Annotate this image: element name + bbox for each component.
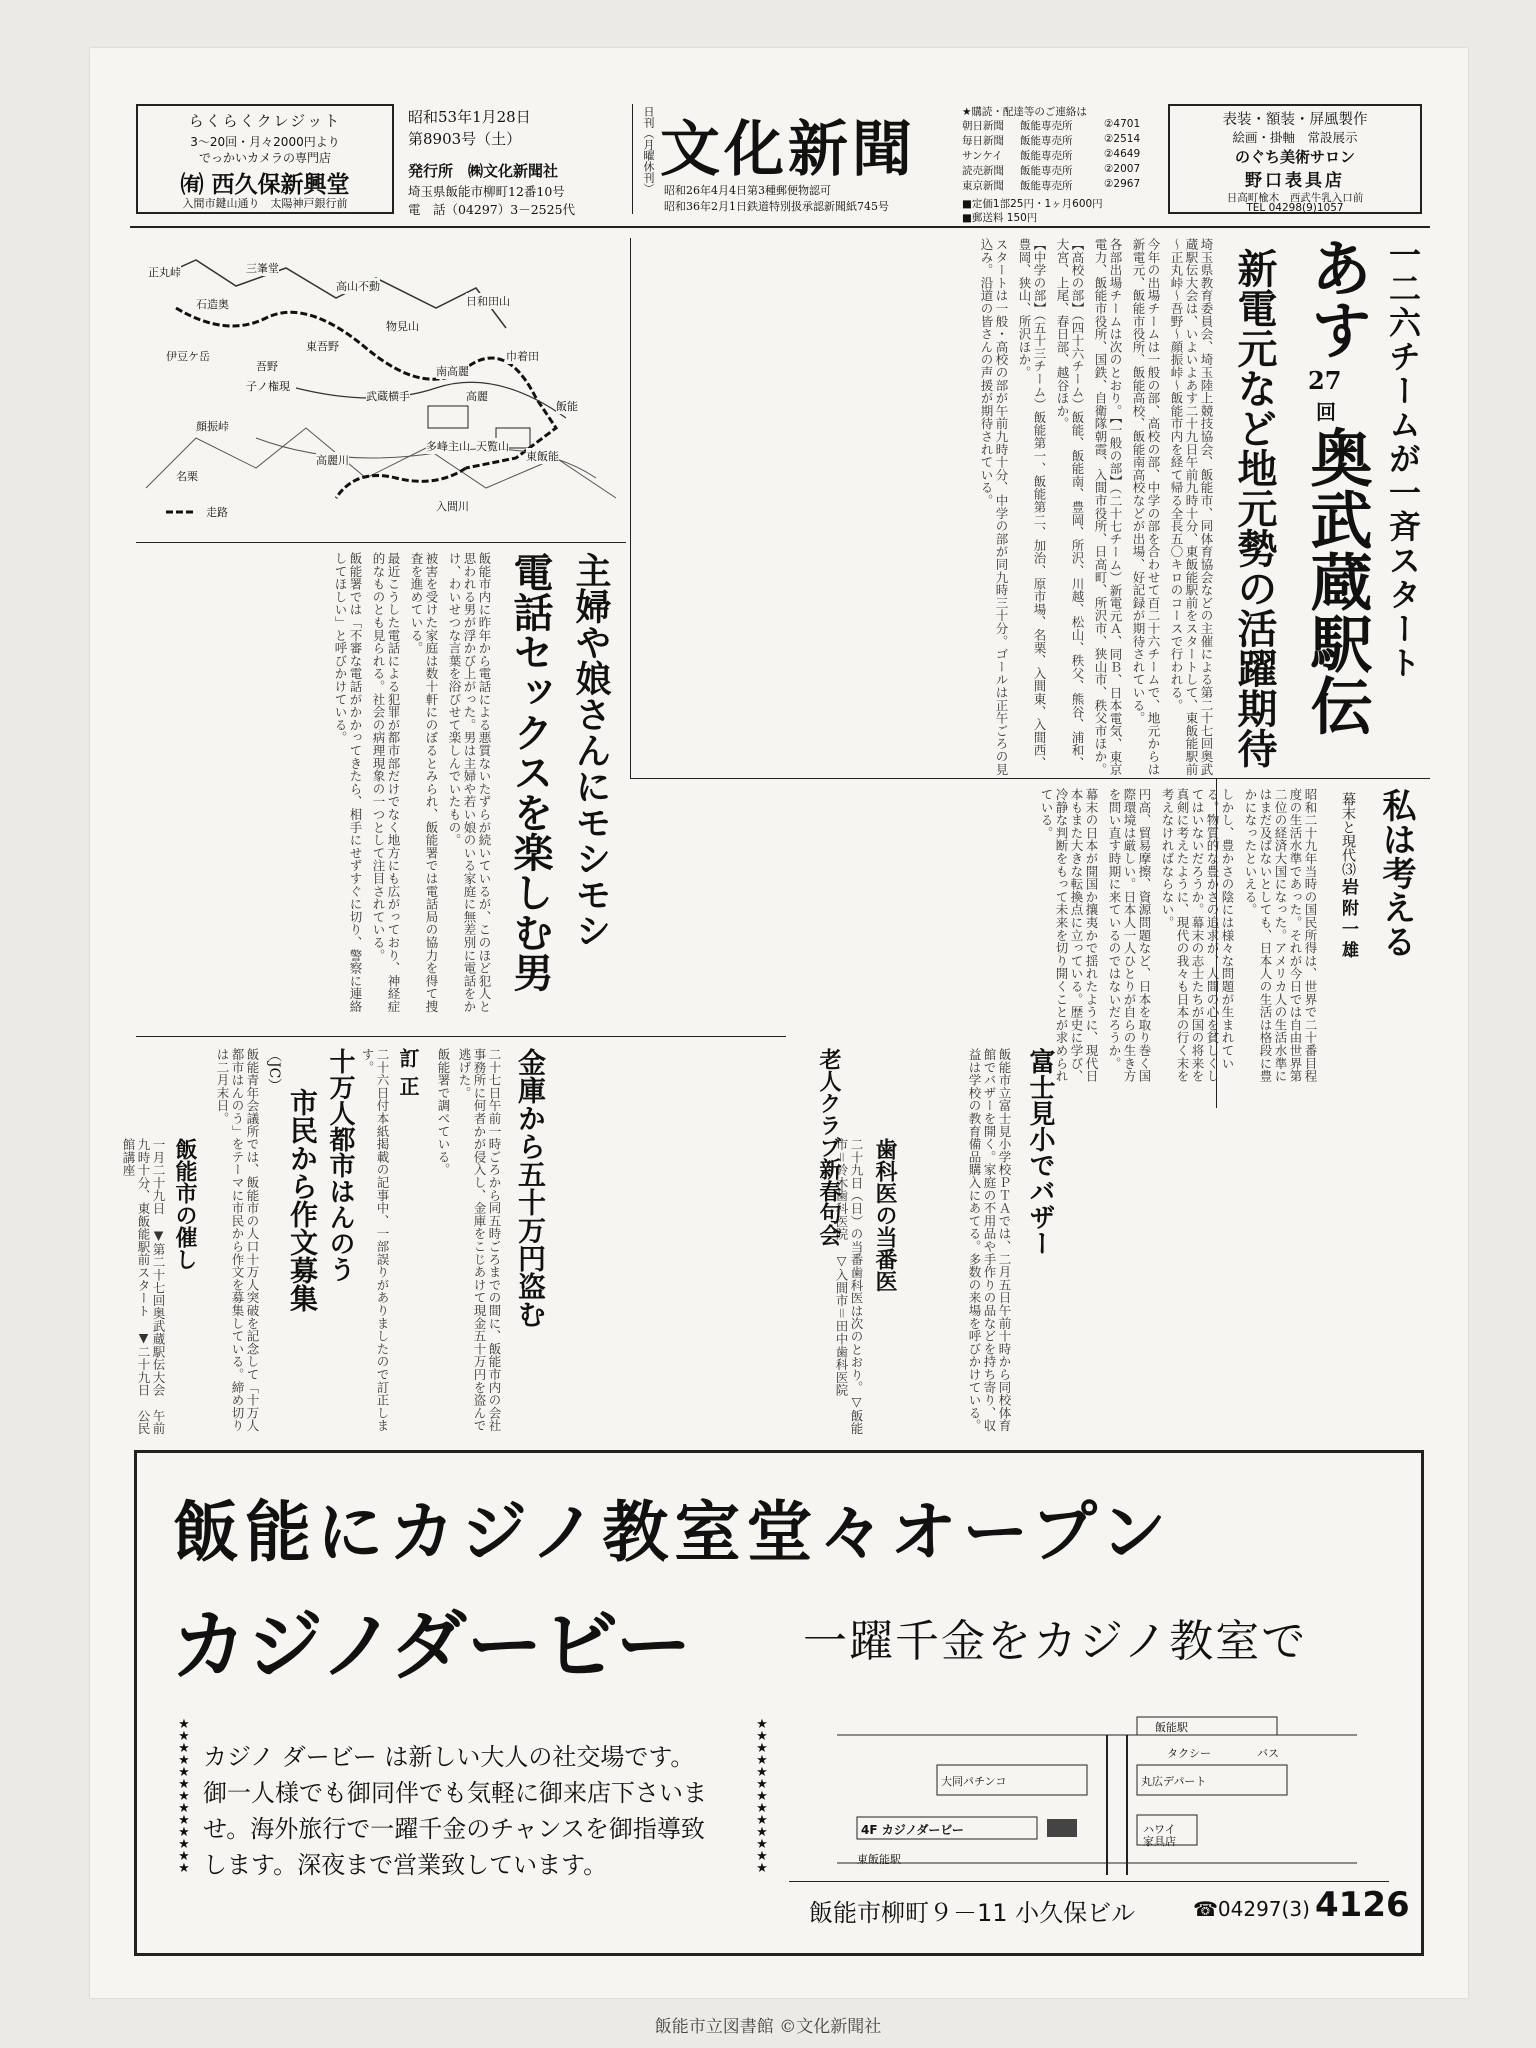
map-label: 南高麗 — [436, 365, 469, 378]
mounting-ad-tel: TEL 04298(9)1057 — [1246, 202, 1344, 214]
phone-body-p1: 飯能市内に昨年から電話による悪質ないたずらが続いているが、このほど犯人と思われる男が浮かび上がった。男は主婦や若い娘のいる家庭に無差別に電話をかけ、わいせつな言葉を浴びせて楽しんでいたもの。 — [447, 552, 492, 1013]
credit-ad-line3: でっかいカメラの専門店 — [198, 151, 331, 165]
dealer-postage: ■郵送料 150円 — [962, 212, 1038, 224]
dealer-shop: 飯能専売所 — [1020, 180, 1073, 192]
ekiden-body-p4: 【高校の部】（四十六チーム）飯能、飯能南、豊岡、所沢、川越、松山、秩父、熊谷、浦和、大宮、上尾、春日部、越谷ほか。 — [1055, 238, 1085, 770]
mounting-ad-line3: のぐち美術サロン — [1234, 148, 1355, 166]
ekiden-body — [636, 238, 1214, 778]
ekiden-body-p5: 【中学の部】（五十三チーム）飯能第一、飯能第二、加治、原市場、名栗、入間東、入間西、豊岡、狭山、所沢ほか。 — [1017, 238, 1047, 770]
casino-ad-body-line2: 御一人様でも御同伴でも気軽に御来店下さいま — [203, 1779, 707, 1807]
dealer-paper: サンケイ — [962, 150, 1003, 162]
map-label: 高麗 — [466, 390, 488, 403]
essay-body — [790, 788, 1318, 1090]
daily-note: 日刊（月曜休刊） — [642, 106, 655, 194]
essay-author: 岩附一雄 — [1338, 878, 1358, 962]
essay-contest-headline-1: 市民から作文募集 — [286, 1088, 319, 1312]
issue-date: 昭和53年1月28日 — [408, 108, 531, 126]
newspaper-title: 文化新聞 — [660, 115, 916, 185]
elder-haiku-headline: 老人クラブ新春句会 — [816, 1048, 842, 1246]
credit-ad-shop: ㈲ 西久保新興堂 — [180, 172, 350, 198]
fuji-bazaar-body: 飯能市立富士見小学校ＰＴＡでは、二月五日午前十時から同校体育館でバザーを開く。家庭の不用品や手作りの品などを持ち寄り、収益は学校の教育備品購入にあてる。多数の来場を呼びかけている。 — [967, 1048, 1012, 1432]
phone-body-p4: 飯能署では「不審な電話がかかってきたら、相手にせずすぐに切り、警察に連絡してほしい」と呼びかけている。 — [333, 552, 363, 1013]
essay-body-p4: 幕末の日本が開国か攘夷かで揺れたように、現代日本もまた大きな転換点に立っている。歴史に学び、冷静な判断をもって未来を切り開くことが求められている。 — [1039, 788, 1099, 1083]
map-label: 三峯堂 — [246, 262, 279, 275]
ekiden-kicker: 一二六チームが一斉スタート — [1384, 238, 1422, 680]
credit-ad-line1: らくらくクレジット — [188, 112, 342, 130]
casino-map-label: タクシー — [1167, 1747, 1211, 1760]
essay-contest-body: 飯能青年会議所では、飯能市の人口十万人突破を記念して「十万人都市はんのう」をテーマに市民から作文を募集している。締め切りは二月末日。 — [215, 1048, 260, 1432]
dealer-tel: ②4649 — [1104, 148, 1141, 160]
casino-map-label: 4F カジノダービー — [861, 1823, 964, 1837]
casino-map-label: バス — [1257, 1747, 1279, 1760]
map-label: 子ノ権現 — [246, 380, 290, 393]
fuji-bazaar-headline: 富士見小でバザー — [1025, 1048, 1055, 1256]
essay-body-p2: しかし、豊かさの陰には様々な問題が生まれている。物質的な豊かさの追求が、人間の心を貧しくしてはいないだろうか。幕末の志士たちが国の将来を真剣に考えたように、現代の我々も日本の行く末を考えなければならない。 — [1160, 788, 1235, 1083]
essay-sub: 幕末と現代⑶ — [1340, 792, 1356, 876]
casino-map-label: 家具店 — [1143, 1835, 1176, 1848]
casino-ad-body-line3: せ。海外旅行で一躍千金のチャンスを御指導致 — [203, 1815, 705, 1843]
dealer-shop: 飯能専売所 — [1020, 120, 1073, 132]
dealer-paper: 毎日新聞 — [962, 135, 1004, 147]
dealer-paper: 東京新聞 — [962, 180, 1004, 192]
casino-map-label: 大同パチンコ — [941, 1775, 1007, 1788]
mounting-ad-box — [1168, 104, 1422, 214]
casino-ad-body-line1: カジノ ダービー は新しい大人の社交場です。 — [203, 1743, 695, 1771]
map-label: 顔振峠 — [196, 420, 229, 433]
phone-headline-2: 電話セックスを楽しむ男 — [507, 552, 554, 992]
ekiden-map-divider — [630, 238, 631, 778]
ekiden-subhead: 新電元など地元勢の活躍期待 — [1231, 248, 1278, 768]
publisher: 発行所 ㈱文化新聞社 — [408, 162, 559, 180]
casino-ad-address: 飯能市柳町９－11 小久保ビル — [809, 1899, 1136, 1927]
correction-body: 二十六日付本紙掲載の記事中、一部誤りがありましたので訂正します。 — [360, 1048, 390, 1432]
map-label: 伊豆ケ岳 — [166, 350, 210, 363]
mounting-ad-line2: 絵画・掛軸 常設展示 — [1232, 130, 1358, 145]
phone-body-p2: 被害を受けた家庭は数十軒にのぼるとみられ、飯能署では電話局の協力を得て捜査を進めている。 — [409, 552, 439, 1013]
map-label: 石造奥 — [196, 298, 229, 311]
casino-ad-tel-prefix: ☎04297(3) — [1193, 1897, 1310, 1921]
mid-rule — [630, 778, 1430, 779]
map-label: 正丸峠 — [148, 266, 181, 279]
phone-headline-1: 主婦や娘さんにモシモシ — [570, 552, 612, 948]
masthead-rule — [130, 226, 1430, 228]
ekiden-headline-num: 27 — [1308, 366, 1342, 395]
credit-ad-line2: 3〜20回・月々2000円より — [190, 135, 340, 149]
dealer-tel: ②2514 — [1104, 133, 1141, 145]
dealer-paper: 読売新聞 — [962, 165, 1004, 177]
phone-story-top-rule — [136, 542, 626, 543]
publisher-phone: 電 話（04297）3－2525代 — [408, 202, 576, 217]
newspaper-page — [90, 48, 1468, 1998]
map-label: 走路 — [206, 506, 228, 519]
ekiden-headline-2: 奥武蔵駅伝 — [1300, 426, 1373, 736]
mounting-ad-address: 日高町楡木 西武牛乳入口前 — [1226, 192, 1364, 204]
essay-contest-prefix: （JC） — [266, 1048, 282, 1093]
masthead-divider — [632, 104, 633, 214]
map-label: 飯能 — [556, 400, 578, 413]
mounting-ad-line4: 野口表具店 — [1245, 171, 1345, 191]
dealer-tel: ②2967 — [1104, 178, 1141, 190]
map-label: 名栗 — [176, 470, 198, 483]
ekiden-course-map — [136, 238, 626, 528]
phone-body — [136, 552, 492, 1022]
dealer-shop: 飯能専売所 — [1020, 135, 1073, 147]
credit-ad-box — [136, 104, 394, 214]
casino-ad-body-line4: します。深夜まで営業致しています。 — [203, 1851, 608, 1879]
casino-ad-stars-left: ★ ★ ★ ★ ★ ★ ★ ★ ★ ★ ★ ★ ★ — [178, 1717, 190, 1876]
dealer-tel: ②2007 — [1104, 163, 1141, 175]
casino-map-svg — [837, 1715, 1357, 1875]
casino-map-label: 飯能駅 — [1155, 1721, 1188, 1734]
map-label: 多峰主山 — [426, 440, 470, 453]
casino-ad-tel-number: 4126 — [1315, 1885, 1410, 1925]
dentist-headline: 歯科医の当番医 — [872, 1138, 898, 1292]
safe-body-p1: 二十七日午前一時ごろから同五時ごろまでの間に、飯能市内の会社事務所に何者かが侵入し、金庫をこじあけて現金五十万円を盗んで逃げた。 — [457, 1048, 502, 1432]
phone-body-p3: 最近こうした電話による犯罪が都市部だけでなく地方にも広がっており、神経症的なものとも見られる。社会の病理現象の一つとして注目されている。 — [371, 552, 401, 1013]
safe-body-p2: 飯能署で調べている。 — [436, 1048, 451, 1176]
events-body: 一月二十九日 ▼第二十七回奥武蔵駅伝大会 午前九時十分、東飯能駅前スタート ▼二十九日 公民館講座 — [121, 1138, 166, 1435]
essay-contest-headline-2: 十万人都市はんのう — [325, 1048, 355, 1282]
archive-footer: 飯能市立図書館 ©文化新聞社 — [654, 2017, 882, 2037]
mounting-ad-line1: 表装・額装・屏風製作 — [1222, 112, 1368, 128]
dealer-paper: 朝日新聞 — [962, 120, 1004, 132]
ekiden-body-p2: 今年の出場チームは一般の部、高校の部、中学の部を合わせて百二十六チームで、地元からは新電元、飯能市役所、飯能高校、飯能南高校などが出場、好記録が期待されている。 — [1131, 238, 1161, 776]
casino-ad — [134, 1450, 1424, 1956]
casino-ad-tagline: 一躍千金をカジノ教室で — [803, 1616, 1308, 1667]
publisher-address: 埼玉県飯能市柳町12番10号 — [408, 184, 565, 199]
issue-number: 第8903号（土） — [408, 130, 522, 148]
dentist-body: 二十九日（日）の当番歯科医は次のとおり。▽飯能市＝鈴木歯科医院 ▽入間市＝田中歯科医院 — [834, 1138, 864, 1435]
map-label: 東吾野 — [306, 340, 339, 353]
ekiden-body-p1: 埼玉県教育委員会、埼玉陸上競技協会、飯能市、同体育協会などの主催による第二十七回奥武蔵駅伝大会は、いよいよあす二十九日午前九時十分、東飯能駅前をスタートして、東飯能駅前～正丸峠～吾野～顔振峠～飯能市内を経て帰る全長五〇キロのコースで行われる。 — [1169, 238, 1214, 776]
ekiden-headline-1: あす — [1300, 236, 1373, 360]
events-headline: 飯能市の催し — [172, 1138, 198, 1270]
casino-map-label: ハワイ — [1143, 1823, 1176, 1836]
map-label: 巾着田 — [506, 350, 539, 363]
dealer-header: ★購読・配達等のご連絡は — [962, 106, 1087, 118]
dealer-shop: 飯能専売所 — [1020, 150, 1073, 162]
map-label: 入間川 — [436, 500, 469, 513]
casino-ad-brand: カジノダービー — [171, 1601, 692, 1690]
essay-title: 私は考える — [1376, 788, 1416, 958]
map-label: 武蔵横手 — [366, 390, 410, 403]
casino-ad-stars-right: ★ ★ ★ ★ ★ ★ ★ ★ ★ ★ ★ ★ ★ — [756, 1717, 768, 1876]
essay-body-p3: 円高、貿易摩擦、資源問題など、日本を取り巻く国際環境は厳しい。日本人一人ひとりが自らの生き方を問い直す時期に来ているのではないだろうか。 — [1107, 788, 1152, 1083]
dealer-tel: ②4701 — [1104, 118, 1141, 130]
lower-rule — [136, 1036, 786, 1037]
casino-ad-headline: 飯能にカジノ教室堂々オープン — [173, 1494, 1173, 1571]
safe-headline: 金庫から五十万円盗む — [514, 1048, 547, 1328]
map-label: 東飯能 — [526, 450, 559, 463]
permit-2: 昭和36年2月1日鉄道特別扱承認新聞紙745号 — [664, 200, 889, 213]
dealer-shop: 飯能専売所 — [1020, 165, 1073, 177]
essay-body-p1: 昭和二十九年当時の国民所得は、世界で二十番目程度の生活水準であった。それが今日では自由世界第二位の経済大国になった。アメリカ人の生活水準にはまだ及ばないとしても、日本人の生活は格段に豊かになったといえる。 — [1243, 788, 1318, 1083]
map-label: 高麗川 — [316, 454, 349, 467]
ekiden-body-p6: スタートは一般・高校の部が午前九時十分、中学の部が同九時三十分。ゴールは正午ごろの見込み。沿道の皆さんの声援が期待されている。 — [979, 238, 1009, 776]
map-label: 吾野 — [256, 360, 278, 373]
map-label: 高山不動 — [336, 280, 380, 293]
course-map-svg — [136, 238, 626, 528]
ekiden-body-p3: 各部出場チームは次のとおり。【一般の部】（二十七チーム）新電元Ａ、同Ｂ、日本電気、東京電力、飯能市役所、国鉄、自衛隊朝霞、入間市役所、日高町、所沢市、狭山市、秩父市ほか。 — [1093, 238, 1123, 776]
casino-map-label: 東飯能駅 — [857, 1853, 901, 1866]
casino-ad-address-rule — [789, 1881, 1389, 1882]
correction-headline: 訂正 — [396, 1048, 420, 1104]
map-label: 物見山 — [386, 320, 419, 333]
casino-map-label: 丸広デパート — [1141, 1775, 1207, 1788]
map-label: 天覧山 — [476, 440, 509, 453]
credit-ad-address: 入間市鍵山通り 太陽神戸銀行前 — [182, 197, 348, 210]
map-label: 日和田山 — [466, 295, 510, 308]
casino-ad-map — [837, 1715, 1357, 1875]
safe-body — [434, 1048, 502, 1438]
ekiden-headline-kai: 回 — [1316, 400, 1336, 424]
dealer-price: ■定価1部25円・1ヶ月600円 — [962, 198, 1103, 210]
permit-1: 昭和26年4月4日第3種郵便物認可 — [664, 184, 831, 197]
